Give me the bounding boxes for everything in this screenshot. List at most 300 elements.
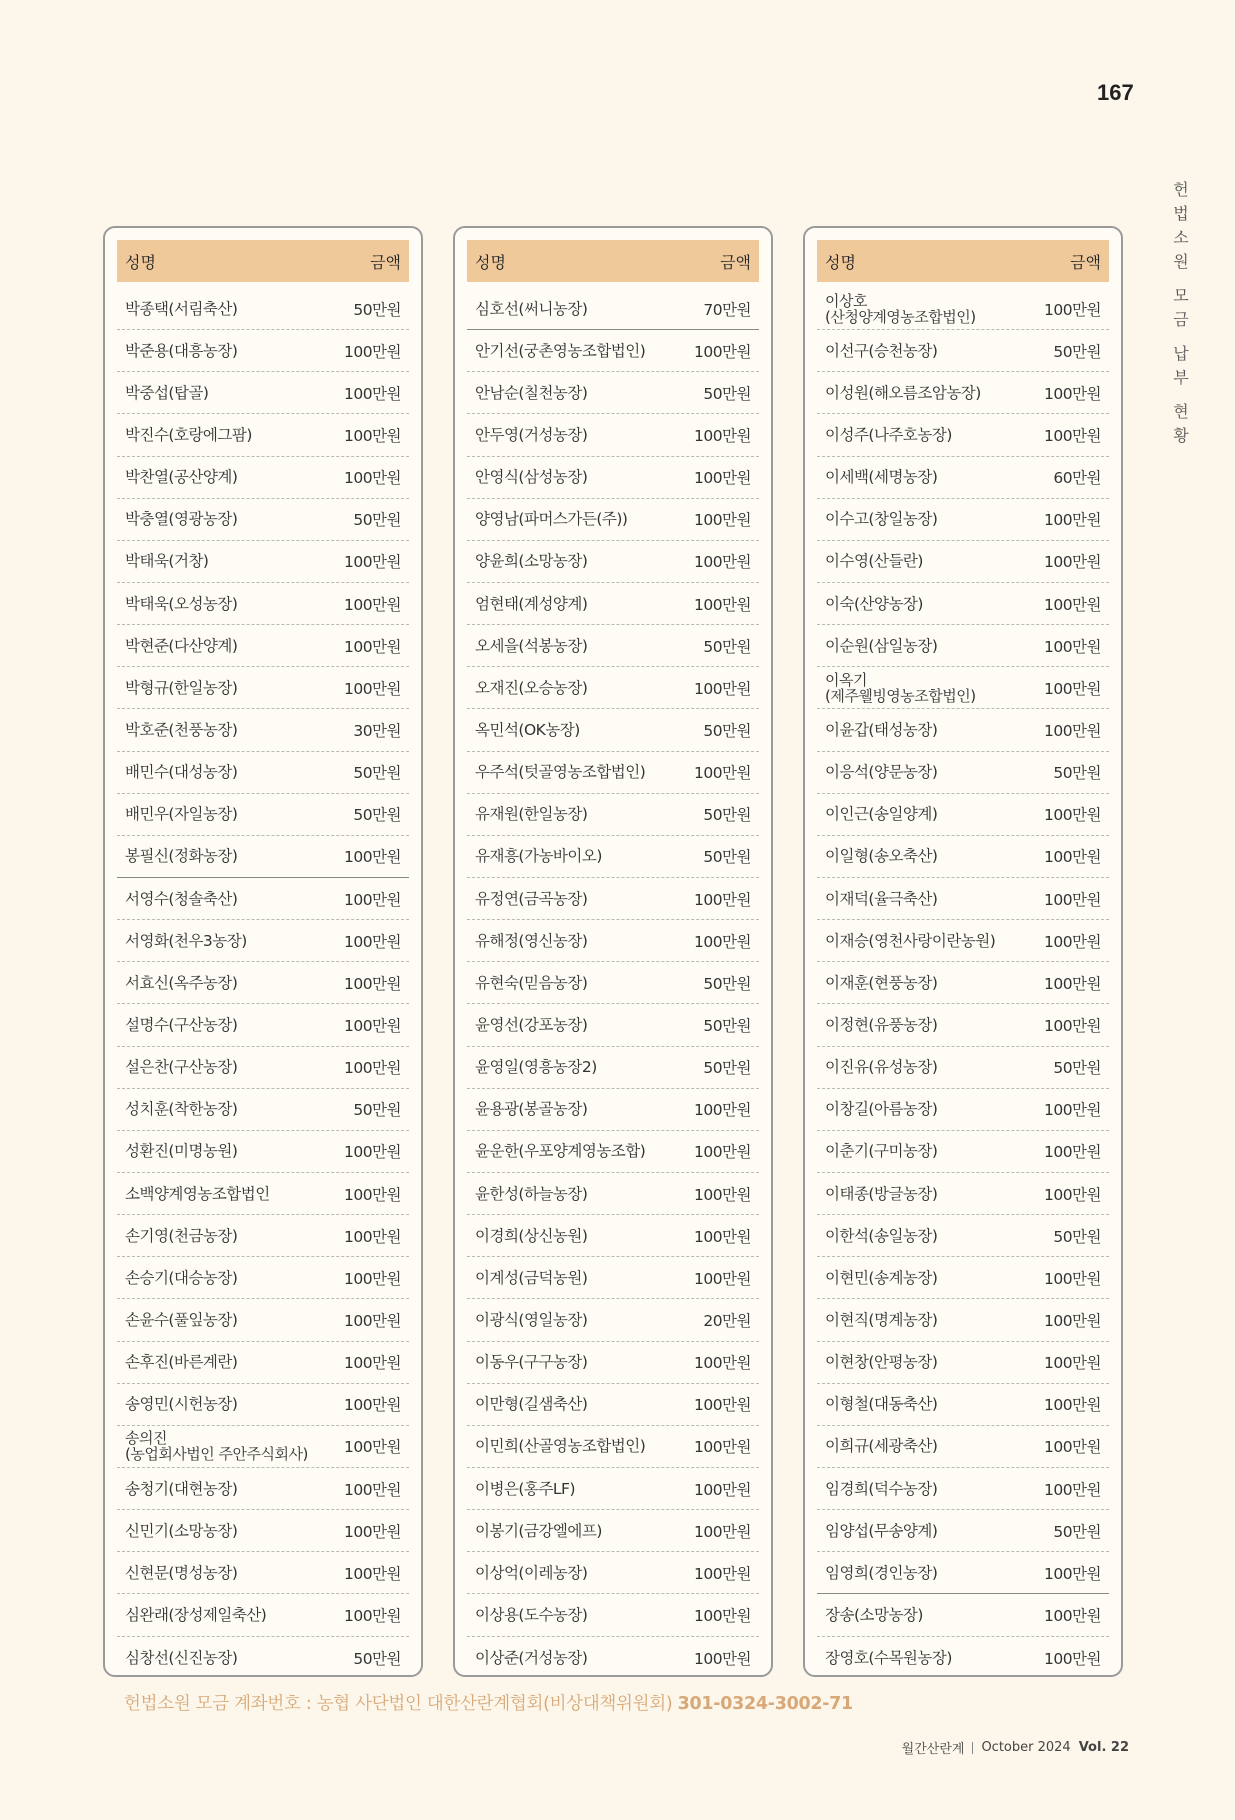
table-row — [817, 1552, 1109, 1594]
table-row — [117, 794, 409, 836]
donor-name-line: 이수영(산들란) — [825, 552, 923, 571]
donor-list — [817, 288, 1109, 1679]
table-row — [117, 878, 409, 920]
donor-name-line: 박태욱(거창) — [125, 552, 209, 571]
donation-amount: 100만원 — [693, 1101, 751, 1120]
table-row — [117, 1004, 409, 1046]
donor-name-line: 이병은(홍주LF) — [475, 1479, 576, 1498]
donation-amount: 100만원 — [693, 1564, 751, 1583]
donor-name-line: 이정현(유풍농장) — [825, 1015, 938, 1034]
table-row — [117, 709, 409, 751]
donor-name-line: 성치훈(착한농장) — [125, 1100, 238, 1119]
donor-name — [475, 1396, 587, 1412]
donor-name — [125, 1101, 237, 1117]
donor-name — [125, 469, 237, 485]
donor-name-line: 이희규(세광축산) — [825, 1437, 938, 1456]
table-row — [467, 1594, 759, 1636]
donor-name — [475, 385, 587, 401]
donor-name-line: 박형규(한일농장) — [125, 678, 238, 697]
table-row — [817, 1594, 1109, 1636]
donor-name-line: 유재원(한일농장) — [475, 805, 588, 824]
donor-name-line: 이만형(길샘축산) — [475, 1395, 588, 1414]
donor-name — [475, 301, 587, 317]
donation-amount: 100만원 — [1043, 1606, 1101, 1625]
donation-amount: 100만원 — [1043, 848, 1101, 867]
donor-name-line: 서영화(천우3농장) — [125, 931, 247, 950]
donor-name-line: 손승기(대승농장) — [125, 1268, 238, 1287]
header-amount: 금액 — [720, 252, 751, 272]
donor-name-line: 신민기(소망농장) — [125, 1521, 238, 1540]
table-row — [117, 1173, 409, 1215]
donation-amount: 30만원 — [353, 721, 401, 740]
donor-name — [475, 933, 587, 949]
donation-amount: 50만원 — [353, 1649, 401, 1668]
table-row — [817, 1173, 1109, 1215]
donation-amount: 100만원 — [1043, 637, 1101, 656]
donor-name-line: 설은찬(구산농장) — [125, 1058, 238, 1077]
donor-name-line: 박충열(영광농장) — [125, 510, 238, 529]
donation-amount: 100만원 — [1043, 806, 1101, 825]
donation-amount: 60만원 — [1053, 469, 1101, 488]
donor-name — [125, 301, 237, 317]
donor-name-line: 이현민(송계농장) — [825, 1268, 938, 1287]
donation-amount: 100만원 — [1043, 974, 1101, 993]
donor-name — [475, 1565, 587, 1581]
table-row — [467, 878, 759, 920]
donor-name-line: 심완래(장성제일축산) — [125, 1605, 267, 1624]
table-row — [817, 1384, 1109, 1426]
donor-name-line: 이한석(송일농장) — [825, 1226, 938, 1245]
table-row — [467, 1299, 759, 1341]
donor-name-line: 우주석(텃골영농조합법인) — [475, 763, 646, 782]
donation-amount: 50만원 — [1053, 342, 1101, 361]
donor-name-line: 이상준(거성농장) — [475, 1648, 588, 1667]
donor-name-line: 임경희(덕수농장) — [825, 1479, 938, 1498]
donor-name-line: 박호준(천풍농장) — [125, 720, 238, 739]
table-row — [817, 1468, 1109, 1510]
donor-name-line: 이태종(방글농장) — [825, 1184, 938, 1203]
footer-divider — [972, 1742, 973, 1754]
donor-list — [467, 288, 759, 1679]
donor-name-line: 임양섭(무송양계) — [825, 1521, 938, 1540]
donation-amount: 100만원 — [693, 890, 751, 909]
donor-name-line: 유해정(영신농장) — [475, 931, 588, 950]
donor-name-line: 송청기(대현농장) — [125, 1479, 238, 1498]
table-row — [817, 709, 1109, 751]
donor-name-line: 박태욱(오성농장) — [125, 594, 238, 613]
table-row — [467, 709, 759, 751]
header-name: 성명 — [125, 252, 156, 272]
donation-amount: 50만원 — [703, 806, 751, 825]
donation-amount: 70만원 — [703, 300, 751, 319]
donor-name — [825, 1607, 923, 1623]
donor-name — [475, 469, 587, 485]
donor-name-line: 윤용광(봉골농장) — [475, 1100, 588, 1119]
table-row — [117, 499, 409, 541]
donor-name — [825, 764, 937, 780]
donation-amount: 100만원 — [1043, 511, 1101, 530]
donation-amount: 100만원 — [1043, 1354, 1101, 1373]
donor-name — [125, 596, 237, 612]
table-row — [467, 794, 759, 836]
donor-name — [825, 1565, 937, 1581]
header-amount: 금액 — [1070, 252, 1101, 272]
side-title-char: 소 — [1173, 228, 1189, 247]
donor-name — [125, 385, 208, 401]
donor-name — [825, 427, 952, 443]
donor-name-line: 박중섭(탑골) — [125, 383, 209, 402]
donor-name-line: 이봉기(금강엘에프) — [475, 1521, 602, 1540]
table-row — [467, 1004, 759, 1046]
account-number: 301-0324-3002-71 — [677, 1694, 853, 1714]
donation-amount: 50만원 — [353, 806, 401, 825]
donation-amount: 50만원 — [353, 1101, 401, 1120]
donation-amount: 100만원 — [343, 848, 401, 867]
donor-name-line: 양영남(파머스가든(주)) — [475, 510, 628, 529]
donor-name — [825, 596, 923, 612]
donor-name — [825, 1481, 937, 1497]
donation-amount: 50만원 — [353, 511, 401, 530]
donor-name — [125, 638, 237, 654]
donor-name — [125, 1396, 237, 1412]
donation-amount: 50만원 — [353, 300, 401, 319]
table-row — [467, 583, 759, 625]
donor-name-line: 서영수(청솔축산) — [125, 889, 238, 908]
table-row — [117, 1257, 409, 1299]
donation-amount: 20만원 — [703, 1311, 751, 1330]
table-row — [817, 1047, 1109, 1089]
table-row — [467, 1089, 759, 1131]
table-row — [817, 625, 1109, 667]
table-row — [817, 1510, 1109, 1552]
donor-name-line: 장영호(수목원농장) — [825, 1648, 952, 1667]
table-row — [117, 1468, 409, 1510]
donation-amount: 100만원 — [343, 637, 401, 656]
donor-name — [825, 1059, 937, 1075]
donor-name-line: 이성주(나주호농장) — [825, 425, 952, 444]
donor-name — [825, 293, 976, 325]
donor-name-line: 이숙(산양농장) — [825, 594, 923, 613]
donation-amount: 100만원 — [343, 1059, 401, 1078]
table-row — [817, 330, 1109, 372]
table-row — [817, 288, 1109, 330]
donor-name-line: 소백양계영농조합법인 — [125, 1184, 270, 1203]
donor-panel-2 — [453, 226, 773, 1677]
donor-name — [825, 806, 937, 822]
donor-name — [825, 1650, 952, 1666]
donor-name — [475, 891, 587, 907]
donor-name — [825, 553, 923, 569]
table-row — [817, 1342, 1109, 1384]
donor-name — [125, 1565, 237, 1581]
donor-name — [475, 722, 580, 738]
donor-name — [825, 848, 937, 864]
donor-name — [475, 1607, 587, 1623]
table-row — [117, 583, 409, 625]
table-row — [117, 457, 409, 499]
table-row — [467, 1173, 759, 1215]
donor-name-line: 이선구(승천농장) — [825, 341, 938, 360]
donation-amount: 100만원 — [1043, 1311, 1101, 1330]
donation-amount: 100만원 — [693, 932, 751, 951]
header-name: 성명 — [475, 252, 506, 272]
table-row — [117, 1047, 409, 1089]
side-title-char: 현 — [1173, 402, 1189, 421]
header-name: 성명 — [825, 252, 856, 272]
side-title-char: 원 — [1173, 252, 1189, 271]
donor-name-line: 성환진(미명농원) — [125, 1142, 238, 1161]
donation-amount: 100만원 — [1043, 932, 1101, 951]
donor-name — [825, 1523, 937, 1539]
donor-name-line: 봉필신(정화농장) — [125, 847, 238, 866]
table-row — [817, 1637, 1109, 1679]
table-row — [817, 794, 1109, 836]
donor-name-line: 이창길(아름농장) — [825, 1100, 938, 1119]
donation-amount: 100만원 — [343, 1311, 401, 1330]
table-row — [467, 330, 759, 372]
table-row — [467, 288, 759, 330]
donor-name-line: 안영식(삼성농장) — [475, 468, 588, 487]
donor-name-line: 이동우(구구농장) — [475, 1353, 588, 1372]
table-row — [817, 752, 1109, 794]
donor-name-line: 안남순(칠천농장) — [475, 383, 588, 402]
donation-amount: 100만원 — [1043, 890, 1101, 909]
side-title — [1170, 178, 1192, 448]
side-title-char — [1170, 274, 1192, 284]
donor-name-line: 배민우(자일농장) — [125, 805, 238, 824]
donor-name — [475, 1438, 645, 1454]
donation-amount: 100만원 — [343, 1396, 401, 1415]
donation-amount: 100만원 — [693, 1396, 751, 1415]
donor-name — [825, 1228, 937, 1244]
table-row — [117, 920, 409, 962]
donation-amount: 100만원 — [693, 1269, 751, 1288]
header-amount: 금액 — [370, 252, 401, 272]
donor-name-line: 윤운한(우포양계영농조합) — [475, 1142, 646, 1161]
donor-name-line: 송의진 — [125, 1429, 167, 1448]
donor-name — [475, 1481, 575, 1497]
donation-amount: 100만원 — [1043, 384, 1101, 403]
donation-amount: 100만원 — [1043, 1185, 1101, 1204]
donation-amount: 50만원 — [703, 848, 751, 867]
table-row — [467, 1215, 759, 1257]
donor-name-line: 이민희(산골영농조합법인) — [475, 1437, 646, 1456]
donor-name — [475, 1017, 587, 1033]
side-title-char: 부 — [1173, 368, 1189, 387]
donor-name — [475, 1228, 587, 1244]
table-row — [467, 1131, 759, 1173]
donor-name — [825, 1186, 937, 1202]
donor-name-line: 이재훈(현풍농장) — [825, 973, 938, 992]
table-row — [467, 1426, 759, 1468]
donor-name-line: 윤한성(하늘농장) — [475, 1184, 588, 1203]
table-row — [117, 541, 409, 583]
donation-amount: 100만원 — [693, 511, 751, 530]
table-row — [117, 1594, 409, 1636]
side-title-char — [1170, 390, 1192, 400]
donation-amount: 50만원 — [703, 721, 751, 740]
donor-name-line: 박진수(호랑에그팜) — [125, 425, 252, 444]
table-row — [117, 1384, 409, 1426]
donor-name-line: 송영민(시헌농장) — [125, 1395, 238, 1414]
table-row — [467, 667, 759, 709]
donor-name — [125, 1186, 270, 1202]
donor-name-line: 이상억(이레농장) — [475, 1563, 588, 1582]
donor-name-line: 이세백(세명농장) — [825, 468, 938, 487]
table-row — [117, 372, 409, 414]
donation-amount: 100만원 — [1043, 595, 1101, 614]
donor-name-line: 박현준(다산양계) — [125, 636, 238, 655]
donor-name-line: 임영희(경인농장) — [825, 1563, 938, 1582]
donation-amount: 100만원 — [1043, 1564, 1101, 1583]
donor-name — [825, 1101, 937, 1117]
donor-name — [475, 1523, 602, 1539]
donor-name — [825, 1270, 937, 1286]
donation-amount: 100만원 — [1043, 1269, 1101, 1288]
donor-name-line: 장송(소망농장) — [825, 1605, 923, 1624]
table-row — [817, 583, 1109, 625]
table-row — [467, 1047, 759, 1089]
side-title-char: 모 — [1173, 286, 1189, 305]
donation-amount: 100만원 — [343, 1354, 401, 1373]
side-title-char: 황 — [1173, 426, 1189, 445]
donor-name-line: 손후진(바른계란) — [125, 1353, 238, 1372]
donor-name — [125, 848, 237, 864]
table-row — [817, 457, 1109, 499]
donor-name-line: (제주웰빙영농조합법인) — [825, 686, 976, 705]
donation-amount: 50만원 — [703, 1016, 751, 1035]
table-row — [817, 541, 1109, 583]
donation-amount: 100만원 — [1043, 1101, 1101, 1120]
page-number: 167 — [1097, 80, 1134, 105]
table-row — [467, 1384, 759, 1426]
table-row — [467, 457, 759, 499]
donor-name-line: 이응석(양문농장) — [825, 763, 938, 782]
table-row — [117, 1299, 409, 1341]
donor-name-line: 배민수(대성농장) — [125, 763, 238, 782]
donor-name-line: 손윤수(풀잎농장) — [125, 1310, 238, 1329]
donation-amount: 100만원 — [1043, 1480, 1101, 1499]
donor-name — [125, 1017, 237, 1033]
donor-name — [475, 764, 645, 780]
table-row — [117, 1510, 409, 1552]
magazine-name: 월간산란계 — [901, 1742, 965, 1757]
table-row — [467, 920, 759, 962]
account-label: 헌법소원 모금 계좌번호 : 농협 사단법인 대한산란계협회(비상대책위원회) — [124, 1694, 678, 1714]
donor-name-line: 이현직(명계농장) — [825, 1310, 938, 1329]
donor-name — [475, 1143, 645, 1159]
table-row — [817, 920, 1109, 962]
donor-name — [125, 553, 208, 569]
donor-name-line: 이윤갑(태성농장) — [825, 720, 938, 739]
donation-amount: 100만원 — [343, 595, 401, 614]
table-row — [117, 1342, 409, 1384]
donor-name — [125, 1354, 237, 1370]
donation-amount: 50만원 — [1053, 1227, 1101, 1246]
donor-name — [125, 722, 237, 738]
table-row — [467, 541, 759, 583]
donor-name-line: 심호선(써니농장) — [475, 299, 588, 318]
table-header — [117, 240, 409, 282]
donation-amount: 100만원 — [693, 1649, 751, 1668]
donor-name — [125, 1270, 237, 1286]
table-row — [467, 962, 759, 1004]
donor-name-line: (농업회사법인 주안주식회사) — [125, 1445, 308, 1464]
donation-amount: 100만원 — [343, 679, 401, 698]
table-row — [817, 414, 1109, 456]
donation-amount: 50만원 — [1053, 1522, 1101, 1541]
donor-name — [125, 427, 252, 443]
donation-amount: 100만원 — [343, 469, 401, 488]
table-row — [117, 414, 409, 456]
donor-name-line: 이광식(영일농장) — [475, 1310, 588, 1329]
table-row — [817, 1215, 1109, 1257]
donation-amount: 100만원 — [1043, 553, 1101, 572]
donation-amount: 100만원 — [343, 1143, 401, 1162]
donation-amount: 100만원 — [1043, 1143, 1101, 1162]
donation-amount: 100만원 — [693, 1143, 751, 1162]
donor-name-line: 윤영일(영흥농장2) — [475, 1058, 597, 1077]
table-row — [117, 962, 409, 1004]
table-row — [817, 1089, 1109, 1131]
donor-name — [125, 680, 237, 696]
donor-name-line: 이계성(금덕농원) — [475, 1268, 588, 1287]
donation-amount: 100만원 — [693, 553, 751, 572]
donation-amount: 100만원 — [693, 426, 751, 445]
donor-name-line: 이형철(대동축산) — [825, 1395, 938, 1414]
donation-amount: 100만원 — [343, 1606, 401, 1625]
donor-name — [475, 1650, 587, 1666]
table-row — [467, 414, 759, 456]
magazine-vol: Vol. 22 — [1078, 1740, 1129, 1755]
table-row — [467, 836, 759, 878]
table-row — [467, 1468, 759, 1510]
donor-name-line: 서효신(옥주농장) — [125, 973, 238, 992]
donation-amount: 100만원 — [343, 1438, 401, 1457]
table-header — [467, 240, 759, 282]
table-row — [817, 499, 1109, 541]
donor-name-line: 이순원(삼일농장) — [825, 636, 938, 655]
table-row — [467, 1552, 759, 1594]
donation-amount: 100만원 — [343, 1269, 401, 1288]
donor-name — [125, 806, 237, 822]
side-title-char: 금 — [1173, 310, 1189, 329]
table-row — [467, 1637, 759, 1679]
donor-name — [475, 1312, 587, 1328]
magazine-issue: October 2024 — [981, 1740, 1071, 1755]
donor-name-line: 윤영선(강포농장) — [475, 1015, 588, 1034]
donor-list — [117, 288, 409, 1679]
donation-amount: 100만원 — [693, 1185, 751, 1204]
donor-name-line: 이경희(상신농원) — [475, 1226, 588, 1245]
donation-amount: 100만원 — [343, 553, 401, 572]
donor-name — [825, 1017, 937, 1033]
donor-name — [125, 764, 237, 780]
table-row — [467, 372, 759, 414]
donation-amount: 100만원 — [1043, 300, 1101, 319]
donor-name — [475, 343, 645, 359]
donor-name — [475, 1101, 587, 1117]
table-row — [117, 1552, 409, 1594]
donor-name-line: 유재흥(가농바이오) — [475, 847, 602, 866]
table-row — [467, 1257, 759, 1299]
table-row — [117, 625, 409, 667]
donor-name — [825, 722, 937, 738]
donor-name-line: 유현숙(믿음농장) — [475, 973, 588, 992]
donor-panel-3 — [803, 226, 1123, 1677]
donor-name — [125, 1481, 237, 1497]
donation-amount: 100만원 — [343, 426, 401, 445]
